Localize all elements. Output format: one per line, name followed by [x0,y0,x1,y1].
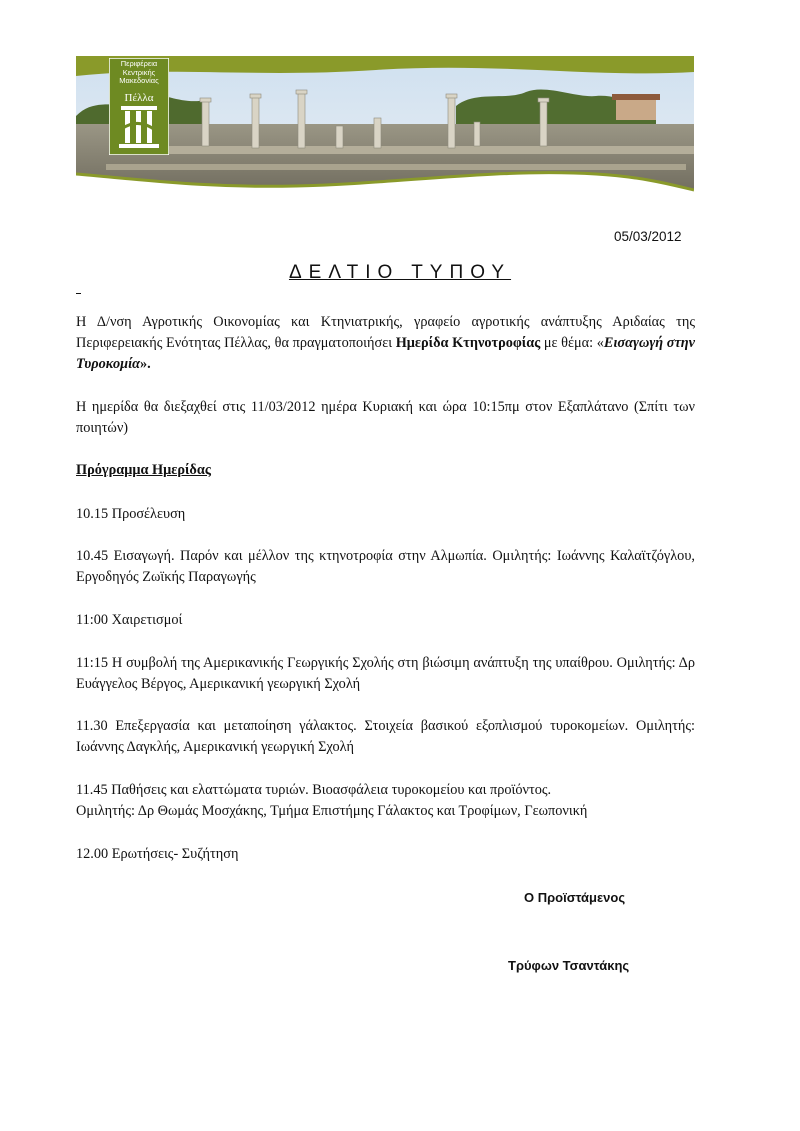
program-item: 12.00 Ερωτήσεις- Συζήτηση [76,846,239,862]
program-heading: Πρόγραμμα Ημερίδας [76,462,211,478]
page-title: ΔΕΛΤΙΟ ΤΥΠΟΥ [288,262,512,283]
logo-caption [109,60,169,86]
intro-paragraph [76,312,695,375]
program-item: 11:15 Η συμβολή της Αμερικανικής Γεωργικής Σχολής στη βιώσιμη ανάπτυξη της υπαίθρου. Ομιλητής: Δρ Ευάγγελος Βέργος, Αμερικανική γεωργική Σχολή [76,655,695,692]
stray-mark [76,293,81,294]
signature-role: Ο Προϊστάμενος [524,890,626,905]
logo-name: Πέλλα [124,92,154,104]
program-item: 11.30 Επεξεργασία και μεταποίηση γάλακτος. Στοιχεία βασικού εξοπλισμού τυροκομείων. Ομιλητής: Ιωάννης Δαγκλής, Αμερικανική γεωργική Σχολή [76,718,695,755]
pella-logo [109,58,169,155]
event-info-paragraph: Η ημερίδα θα διεξαχθεί στις 11/03/2012 ημέρα Κυριακή και ώρα 10:15πμ στον Εξαπλάτανο (Σπίτι των ποιητών) [76,399,695,436]
intro-text: ». [140,356,151,372]
logo-line: Περιφέρεια [120,59,158,68]
intro-topic: Εισαγωγή στην Τυροκομία [76,335,695,372]
logo-line: Μακεδονίας [119,76,159,85]
program-item: Ομιλητής: Δρ Θωμάς Μοσχάκης, Τμήμα Επιστήμης Γάλακτος και Τροφίμων, Γεωπονική [76,803,588,819]
intro-text: με θέμα: « [540,335,604,351]
program-item: 10.15 Προσέλευση [76,506,186,522]
program-item: 11.45 Παθήσεις και ελαττώματα τυριών. Βιοασφάλεια τυροκομείου και προϊόντος. [76,782,552,798]
intro-bold: Ημερίδα Κτηνοτροφίας [395,335,541,351]
signature-name: Τρύφων Τσαντάκης [508,958,630,973]
intro-text: Η Δ/νση Αγροτικής Οικονομίας και Κτηνιατρικής, γραφείο αγροτικής ανάπτυξης Αριδαίας της Περιφερειακής Ενότητας Πέλλας, θα πραγματοποιήσει [76,314,695,351]
document-date: 05/03/2012 [614,229,682,244]
logo-line: Κεντρικής [122,67,156,77]
program-item: 10.45 Εισαγωγή. Παρόν και μέλλον της κτηνοτροφία στην Αλμωπία. Ομιλητής: Ιωάννης Καλαϊτζόγλου, Εργοδηγός Ζωϊκής Παραγωγής [76,548,695,585]
program-item: 11:00 Χαιρετισμοί [76,612,183,628]
